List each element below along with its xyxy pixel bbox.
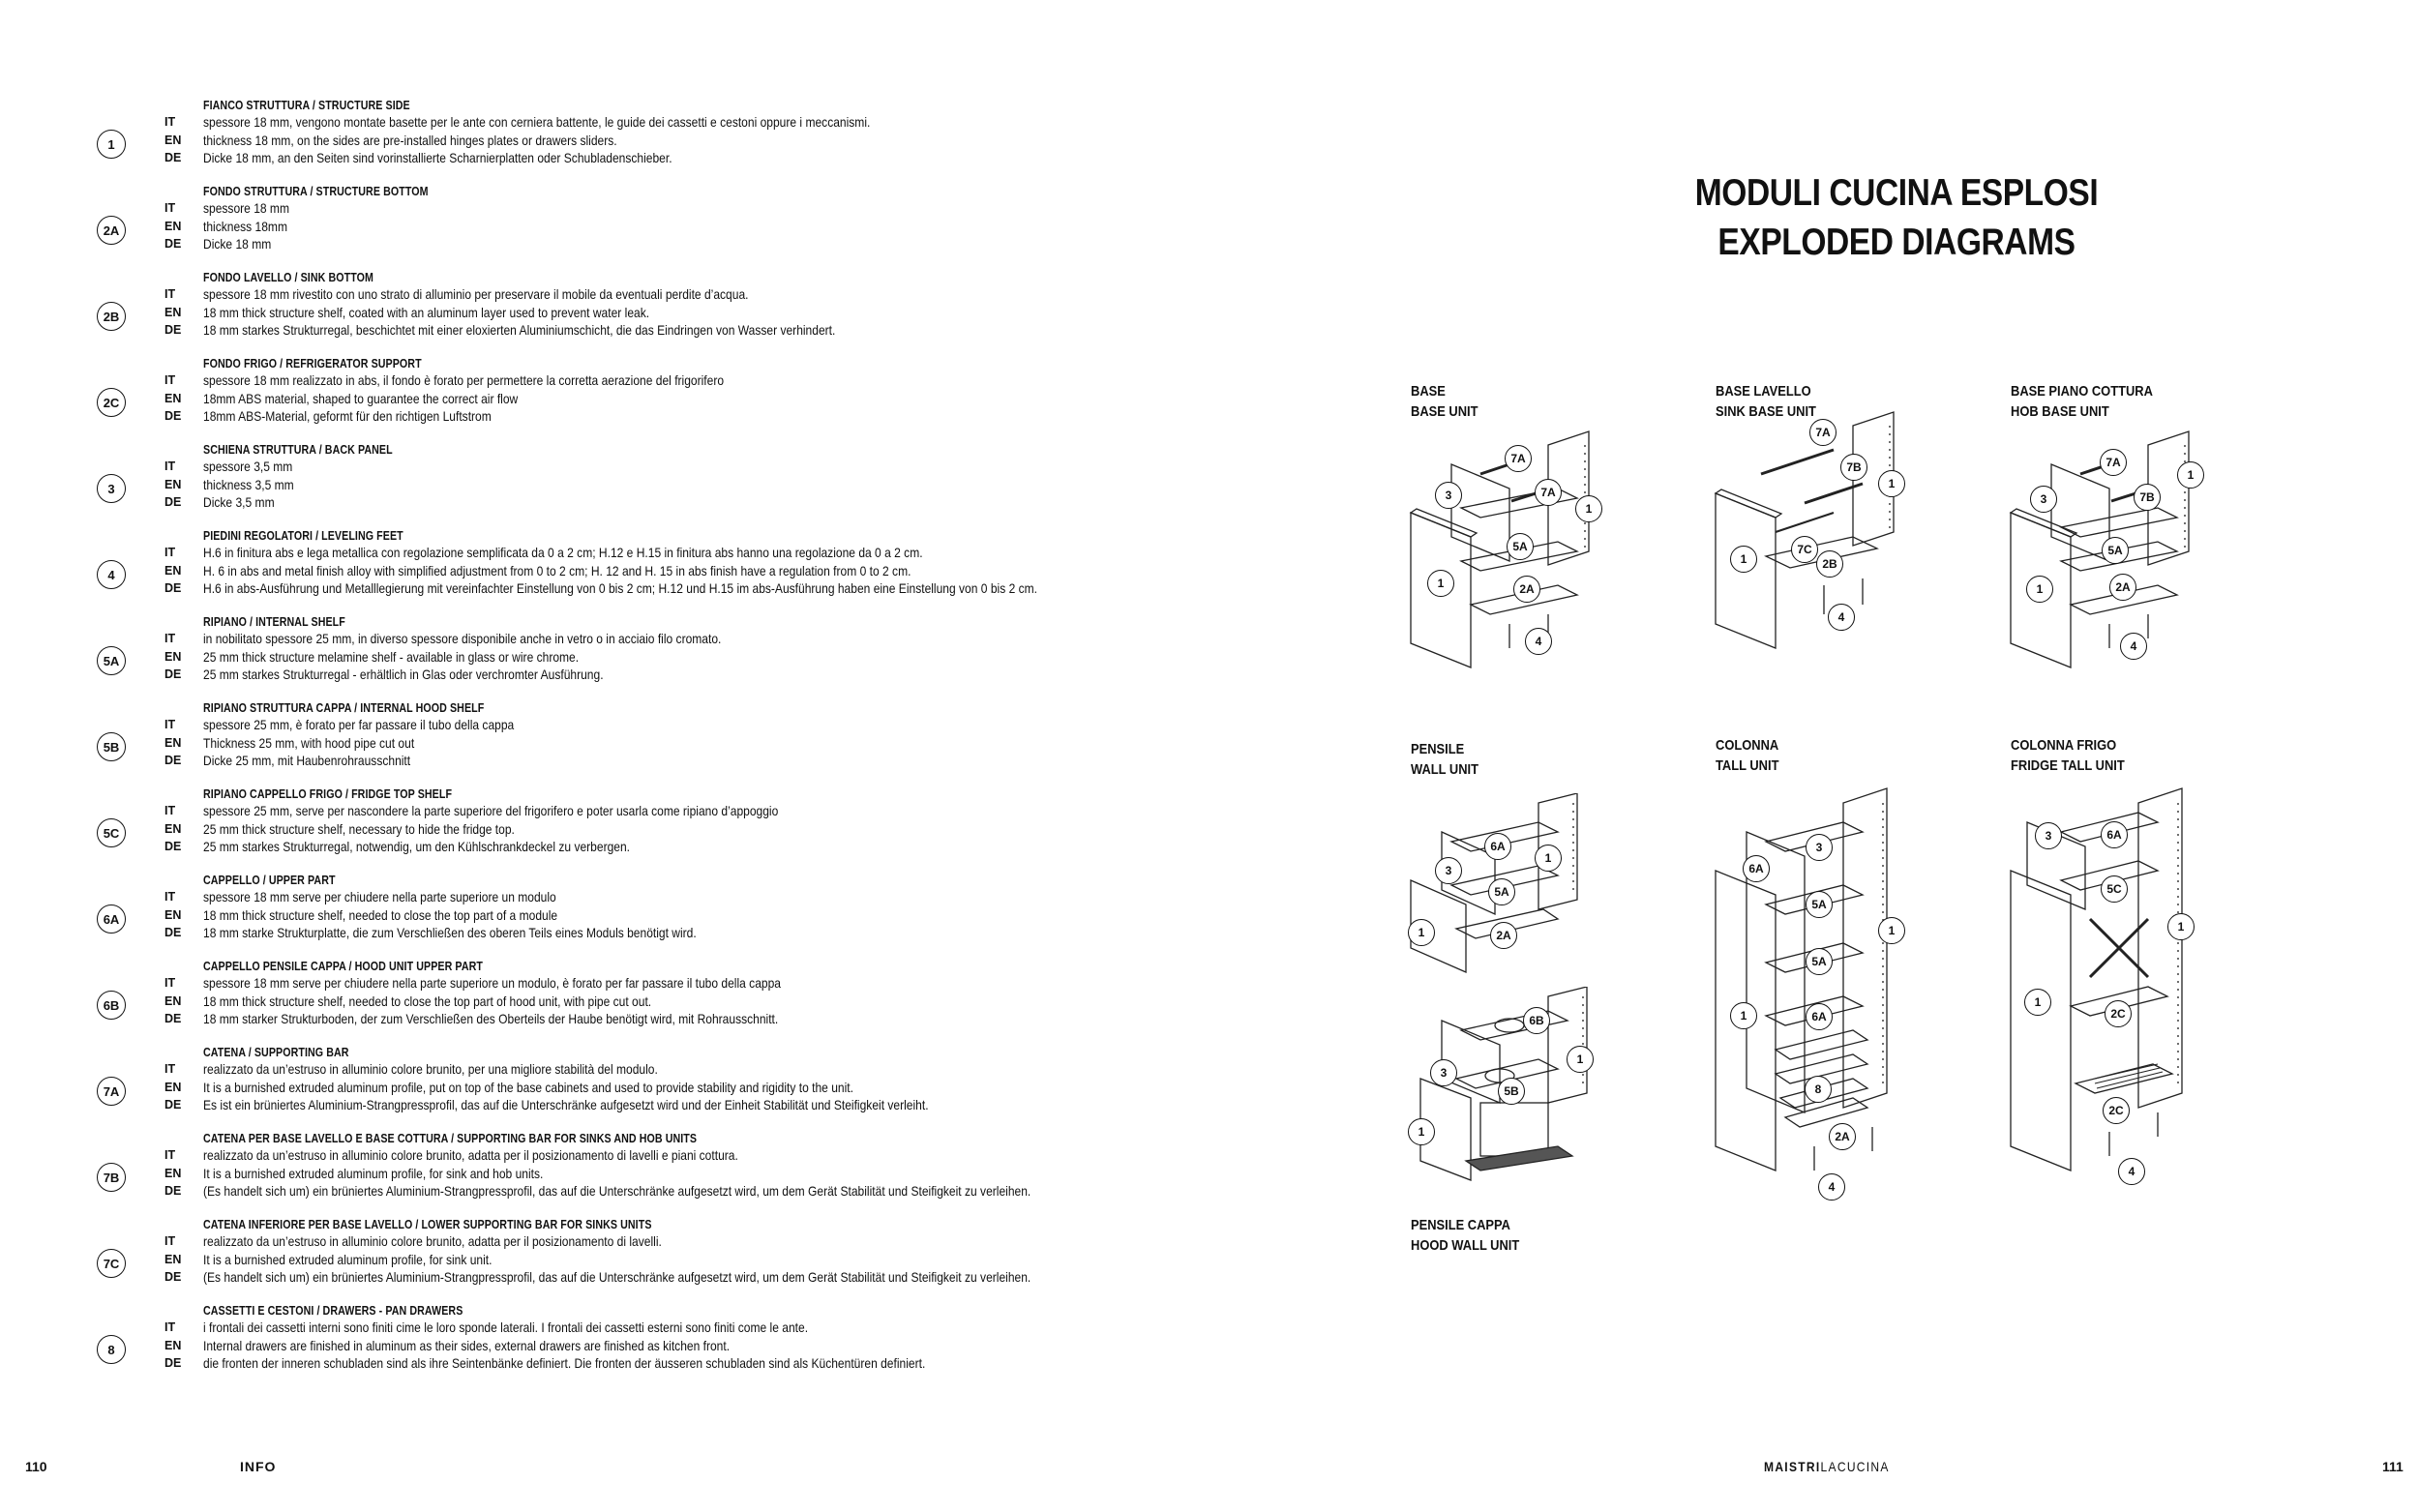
callout-badge: 1 [1575,495,1602,522]
part-descriptions [203,1060,929,1114]
callout-badge: 7B [2134,484,2161,511]
part-descriptions [203,371,724,426]
description-de: 18 mm starke Strukturplatte, die zum Verschließen des oberen Teils eines Moduls benötigt wird. [203,925,697,940]
lang-code-en: EN [164,1080,182,1094]
callout-badge: 3 [1435,482,1462,509]
description-de: H.6 in abs-Ausführung und Metalllegierung mit vereinfachter Einstellung von 0 bis 2 cm; H.12 und H.15 im abs-Ausführung haben eine Einstellung von 0 bis 2 cm. [203,580,1038,596]
diagram-label-it: PENSILE CAPPA [1411,1217,1510,1233]
part-row [97,355,1384,432]
part-row [97,527,1384,605]
language-codes [164,630,181,684]
callout-badge: 4 [1818,1173,1845,1201]
page-number-left: 110 [25,1459,47,1474]
description-it: realizzato da un’estruso in alluminio colore brunito, adatta per il posizionamento di lavelli e piani cottura. [203,1147,738,1163]
part-number-badge: 3 [97,474,126,503]
part-number-badge: 2C [97,388,126,417]
part-title: CAPPELLO / UPPER PART [203,873,336,887]
description-en: It is a burnished extruded aluminum profile, for sink and hob units. [203,1165,544,1181]
part-descriptions [203,1232,1030,1287]
lang-code-it: IT [164,632,176,645]
part-row [97,1044,1384,1121]
part-row [97,269,1384,346]
description-de: 18 mm starkes Strukturregal, beschichtet mit einer eloxierten Aluminiumschicht, die das Eindringen von Wasser verhindert. [203,322,836,338]
diagram-label-en: HOB BASE UNIT [2011,403,2109,420]
diagram-label-it: COLONNA [1716,737,1779,754]
callout-badge: 4 [2118,1158,2145,1185]
lang-code-en: EN [164,821,182,836]
callout-badge: 1 [1878,470,1905,497]
description-it: realizzato da un’estruso in alluminio colore brunito, per una migliore stabilità del modulo. [203,1061,658,1077]
lang-code-de: DE [164,667,182,681]
description-it: in nobilitato spessore 25 mm, in diverso spessore disponibile anche in vetro o in acciaio filo cromato. [203,631,722,646]
lang-code-it: IT [164,546,176,559]
part-number-badge: 1 [97,130,126,159]
callout-badge: 1 [2177,461,2204,489]
lang-code-de: DE [164,581,182,595]
lang-code-it: IT [164,1148,176,1162]
part-title: CASSETTI E CESTONI / DRAWERS - PAN DRAWERS [203,1303,463,1318]
callout-badge: 5C [2101,875,2128,903]
lang-code-en: EN [164,133,182,147]
lang-code-de: DE [164,1270,182,1284]
description-it: i frontali dei cassetti interni sono finiti cime le loro sponde laterali. I frontali dei cassetti esterni sono finiti come le ante. [203,1319,809,1335]
callout-badge: 4 [1525,628,1552,655]
part-title: PIEDINI REGOLATORI / LEVELING FEET [203,528,403,543]
description-it: spessore 18 mm rivestito con uno strato di alluminio per preservare il mobile da eventuali perdite d’acqua. [203,286,749,302]
description-de: die fronten der inneren schubladen sind als ihre Seintenbänke definiert. Die fronten der äusseren schubladen sind als Küchentüren definiert. [203,1355,926,1371]
heading-line-1: MODULI CUCINA ESPLOSI [1694,172,2099,214]
part-title: FONDO STRUTTURA / STRUCTURE BOTTOM [203,184,429,198]
part-title: FONDO LAVELLO / SINK BOTTOM [203,270,373,284]
description-en: Internal drawers are finished in aluminum as their sides, external drawers are finished as kitchen front. [203,1337,731,1353]
callout-badge: 7A [2100,449,2127,476]
lang-code-en: EN [164,391,182,405]
section-label: INFO [240,1459,277,1474]
callout-badge: 3 [1435,857,1462,884]
part-row [97,958,1384,1035]
part-number-badge: 4 [97,560,126,589]
part-title: RIPIANO STRUTTURA CAPPA / INTERNAL HOOD SHELF [203,700,485,715]
description-de: Dicke 18 mm [203,236,272,252]
callout-badge: 3 [2035,822,2062,849]
callout-badge: 6A [1743,855,1770,882]
page-number-right: 111 [2382,1459,2404,1474]
lang-code-en: EN [164,1166,182,1180]
callout-badge: 1 [1535,845,1562,872]
lang-code-de: DE [164,926,182,939]
part-title: FIANCO STRUTTURA / STRUCTURE SIDE [203,98,410,112]
callout-badge: 5A [1507,533,1534,560]
part-title: CAPPELLO PENSILE CAPPA / HOOD UNIT UPPER PART [203,959,483,973]
callout-badge: 7A [1809,419,1837,446]
lang-code-de: DE [164,1012,182,1025]
callout-badge: 7A [1535,479,1562,506]
callout-badge: 1 [2024,989,2051,1016]
language-codes [164,458,181,512]
description-it: spessore 18 mm realizzato in abs, il fondo è forato per permettere la corretta aerazione del frigorifero [203,372,725,388]
lang-code-en: EN [164,649,182,664]
part-descriptions [203,544,1037,598]
part-row [97,786,1384,863]
callout-badge: 1 [1730,546,1757,573]
description-de: (Es handelt sich um) ein brüniertes Aluminium-Strangpressprofil, das auf die Unterschränke aufgesetzt wird, um dem Gerät Stabilität und Steifigkeit zu verleihen. [203,1269,1031,1285]
lang-code-en: EN [164,563,182,578]
description-en: thickness 18mm [203,218,287,234]
part-title: SCHIENA STRUTTURA / BACK PANEL [203,442,393,457]
callout-badge: 6B [1523,1007,1550,1034]
part-title: CATENA / SUPPORTING BAR [203,1045,349,1059]
part-title: FONDO FRIGO / REFRIGERATOR SUPPORT [203,356,422,371]
callout-badge: 7A [1505,445,1532,472]
lang-code-en: EN [164,1252,182,1266]
description-it: spessore 3,5 mm [203,459,293,474]
part-number-badge: 8 [97,1335,126,1364]
callout-badge: 1 [2026,576,2053,603]
part-descriptions [203,802,778,856]
part-number-badge: 7A [97,1077,126,1106]
part-descriptions [203,1146,1030,1201]
callout-badge: 5A [1488,878,1515,905]
diagram-label-en: WALL UNIT [1411,761,1478,778]
description-en: 18mm ABS material, shaped to guarantee the correct air flow [203,390,519,406]
callout-badge: 6A [1484,833,1511,860]
description-en: 25 mm thick structure melamine shelf - available in glass or wire chrome. [203,648,580,665]
lang-code-en: EN [164,993,182,1008]
callout-badge: 3 [1430,1059,1457,1086]
part-number-badge: 5A [97,646,126,675]
brand-light: LACUCINA [1820,1459,1890,1474]
lang-code-it: IT [164,201,176,215]
part-title: RIPIANO / INTERNAL SHELF [203,614,345,629]
description-de: Es ist ein brüniertes Aluminium-Strangpressprofil, das auf die Unterschränke aufgesetzt wird und der Einheit Stabilität und Steifigkeit verleiht. [203,1097,929,1112]
callout-badge: 6A [2101,821,2128,848]
callout-badge: 2C [2103,1097,2130,1124]
lang-code-de: DE [164,754,182,767]
description-de: 18 mm starker Strukturboden, der zum Verschließen des Oberteils der Haube benötigt wird, mit Rohrausschnitt. [203,1011,779,1026]
language-codes [164,285,181,340]
part-number-badge: 2A [97,216,126,245]
description-en: H. 6 in abs and metal finish alloy with simplified adjustment from 0 to 2 cm; H. 12 and H. 15 in abs finish have a regulation from 0 to 2 cm. [203,562,911,578]
description-en: 18 mm thick structure shelf, coated with an aluminum layer used to prevent water leak. [203,304,650,320]
description-it: spessore 18 mm serve per chiudere nella parte superiore un modulo, è forato per far passare il tubo della cappa [203,975,781,991]
part-row [97,1302,1384,1379]
callout-badge: 5A [1806,948,1833,975]
lang-code-it: IT [164,804,176,817]
part-number-badge: 7C [97,1249,126,1278]
callout-badge: 3 [1806,834,1833,861]
language-codes [164,802,181,856]
callout-badge: 7B [1840,454,1867,481]
part-descriptions [203,974,781,1028]
language-codes [164,199,181,253]
lang-code-it: IT [164,718,176,731]
part-number-badge: 6B [97,991,126,1020]
description-en: 25 mm thick structure shelf, necessary to hide the fridge top. [203,820,515,837]
part-descriptions [203,458,294,512]
description-de: 25 mm starkes Strukturregal - erhältlich in Glas oder verchromter Ausführung. [203,667,604,682]
description-en: It is a burnished extruded aluminum profile, for sink unit. [203,1251,493,1267]
description-de: Dicke 18 mm, an den Seiten sind vorinstallierte Scharnierplatten oder Schubladenschieber. [203,150,672,165]
part-descriptions [203,888,697,942]
callout-badge: 2A [1513,576,1540,603]
description-it: spessore 18 mm [203,200,289,216]
callout-badge: 1 [1408,1118,1435,1145]
description-en: It is a burnished extruded aluminum profile, put on top of the base cabinets and used to provide stability and rigidity to the unit. [203,1079,853,1095]
lang-code-en: EN [164,907,182,922]
description-it: spessore 25 mm, è forato per far passare il tubo della cappa [203,717,515,732]
lang-code-de: DE [164,237,182,251]
heading-line-2: EXPLODED DIAGRAMS [1717,222,2076,263]
description-it: spessore 25 mm, serve per nascondere la parte superiore del frigorifero e poter usarla come ripiano d’appoggio [203,803,779,818]
diagram-label-tall [1716,735,1778,776]
part-row [97,699,1384,777]
language-codes [164,1060,181,1114]
lang-code-de: DE [164,495,182,509]
description-de: Dicke 3,5 mm [203,494,275,510]
part-title: CATENA PER BASE LAVELLO E BASE COTTURA / SUPPORTING BAR FOR SINKS AND HOB UNITS [203,1131,698,1145]
lang-code-de: DE [164,409,182,423]
callout-badge: 3 [2030,486,2057,513]
callout-badge: 6A [1806,1003,1833,1030]
diagram-label-it: BASE [1411,383,1446,400]
lang-code-en: EN [164,1338,182,1352]
lang-code-it: IT [164,460,176,473]
diagram-label-hood [1411,1215,1519,1256]
diagram-label-base [1411,381,1478,422]
part-number-badge: 5B [97,732,126,761]
description-de: 18mm ABS-Material, geformt für den richtigen Luftstrom [203,408,492,424]
language-codes [164,1146,181,1201]
part-number-badge: 6A [97,904,126,934]
description-en: Thickness 25 mm, with hood pipe cut out [203,734,415,751]
description-it: H.6 in finitura abs e lega metallica con regolazione semplificata da 0 a 2 cm; H.12 e H.15 in finitura abs hanno una regolazione da 0 a 2 cm. [203,545,923,560]
lang-code-it: IT [164,1320,176,1334]
part-descriptions [203,1319,925,1373]
diagram-label-hob [2011,381,2153,422]
diagram-label-it: PENSILE [1411,741,1465,757]
callout-badge: 5A [1806,891,1833,918]
language-codes [164,716,181,770]
callout-badge: 2B [1816,550,1843,578]
description-it: realizzato da un’estruso in alluminio colore brunito, adatta per il posizionamento di lavelli. [203,1233,662,1249]
lang-code-de: DE [164,1098,182,1112]
callout-badge: 5A [2102,537,2129,564]
diagram-label-en: HOOD WALL UNIT [1411,1237,1520,1254]
language-codes [164,371,181,426]
lang-code-it: IT [164,115,176,129]
lang-code-it: IT [164,1234,176,1248]
lang-code-en: EN [164,735,182,750]
part-row [97,97,1384,174]
callout-badge: 1 [1567,1046,1594,1073]
lang-code-en: EN [164,477,182,491]
diagram-label-it: BASE PIANO COTTURA [2011,383,2153,400]
diagram-label-en: BASE UNIT [1411,403,1478,420]
part-descriptions [203,716,514,770]
lang-code-it: IT [164,287,176,301]
part-title: RIPIANO CAPPELLO FRIGO / FRIDGE TOP SHELF [203,786,453,801]
part-number-badge: 7B [97,1163,126,1192]
lang-code-de: DE [164,1184,182,1198]
callout-badge: 1 [1730,1002,1757,1029]
description-it: spessore 18 mm serve per chiudere nella parte superiore un modulo [203,889,556,904]
lang-code-de: DE [164,323,182,337]
callout-badge: 5B [1498,1078,1525,1105]
callout-badge: 1 [2167,913,2195,940]
description-it: spessore 18 mm, vengono montate basette per le ante con cerniera battente, le guide dei cassetti e cestoni oppure i meccanismi. [203,114,871,130]
callout-badge: 4 [2120,633,2147,660]
language-codes [164,974,181,1028]
part-number-badge: 2B [97,302,126,331]
lang-code-en: EN [164,219,182,233]
language-codes [164,1232,181,1287]
language-codes [164,544,181,598]
part-row [97,613,1384,691]
brand-logo [1764,1459,1890,1474]
part-row [97,183,1384,260]
description-en: 18 mm thick structure shelf, needed to close the top part of hood unit, with pipe cut out. [203,993,652,1009]
part-title: CATENA INFERIORE PER BASE LAVELLO / LOWER SUPPORTING BAR FOR SINKS UNITS [203,1217,652,1231]
description-de: Dicke 25 mm, mit Haubenrohrausschnitt [203,753,411,768]
language-codes [164,1319,181,1373]
part-row [97,1130,1384,1207]
language-codes [164,113,181,167]
diagram-label-en: FRIDGE TALL UNIT [2011,757,2125,774]
diagram-label-wall [1411,739,1478,780]
lang-code-de: DE [164,1356,182,1370]
lang-code-de: DE [164,840,182,853]
lang-code-de: DE [164,151,182,164]
wall-unit-diagram [1403,793,1635,987]
callout-badge: 1 [1878,917,1905,944]
callout-badge: 2C [2105,1000,2132,1027]
lang-code-it: IT [164,1062,176,1076]
callout-badge: 2A [2109,574,2136,601]
lang-code-en: EN [164,305,182,319]
callout-badge: 4 [1828,604,1855,631]
part-number-badge: 5C [97,818,126,847]
part-row [97,1216,1384,1293]
callout-badge: 8 [1805,1076,1832,1103]
diagram-label-it: BASE LAVELLO [1716,383,1811,400]
description-de: 25 mm starkes Strukturregal, notwendig, um den Kühlschrankdeckel zu verbergen. [203,839,631,854]
part-descriptions [203,285,835,340]
diagram-label-fridge [2011,735,2125,776]
page-heading [1605,168,2188,267]
description-en: thickness 18 mm, on the sides are pre-installed hinges plates or drawers sliders. [203,132,617,148]
callout-badge: 1 [1408,919,1435,946]
callout-badge: 2A [1490,922,1517,949]
part-descriptions [203,199,289,253]
part-row [97,872,1384,949]
lang-code-it: IT [164,373,176,387]
callout-badge: 7C [1791,536,1818,563]
diagram-label-it: COLONNA FRIGO [2011,737,2117,754]
part-descriptions [203,630,721,684]
part-descriptions [203,113,870,167]
description-en: thickness 3,5 mm [203,476,294,492]
diagram-label-en: SINK BASE UNIT [1716,403,1816,420]
description-en: 18 mm thick structure shelf, needed to close the top part of a module [203,906,558,923]
diagram-label-en: TALL UNIT [1716,757,1779,774]
brand-bold: MAISTRI [1764,1459,1821,1474]
language-codes [164,888,181,942]
description-de: (Es handelt sich um) ein brüniertes Aluminium-Strangpressprofil, das auf die Unterschränke aufgesetzt wird, um dem Gerät Stabilität und Steifigkeit zu verleihen. [203,1183,1031,1199]
callout-badge: 2A [1829,1123,1856,1150]
part-row [97,441,1384,519]
callout-badge: 1 [1427,570,1454,597]
lang-code-it: IT [164,976,176,990]
lang-code-it: IT [164,890,176,904]
